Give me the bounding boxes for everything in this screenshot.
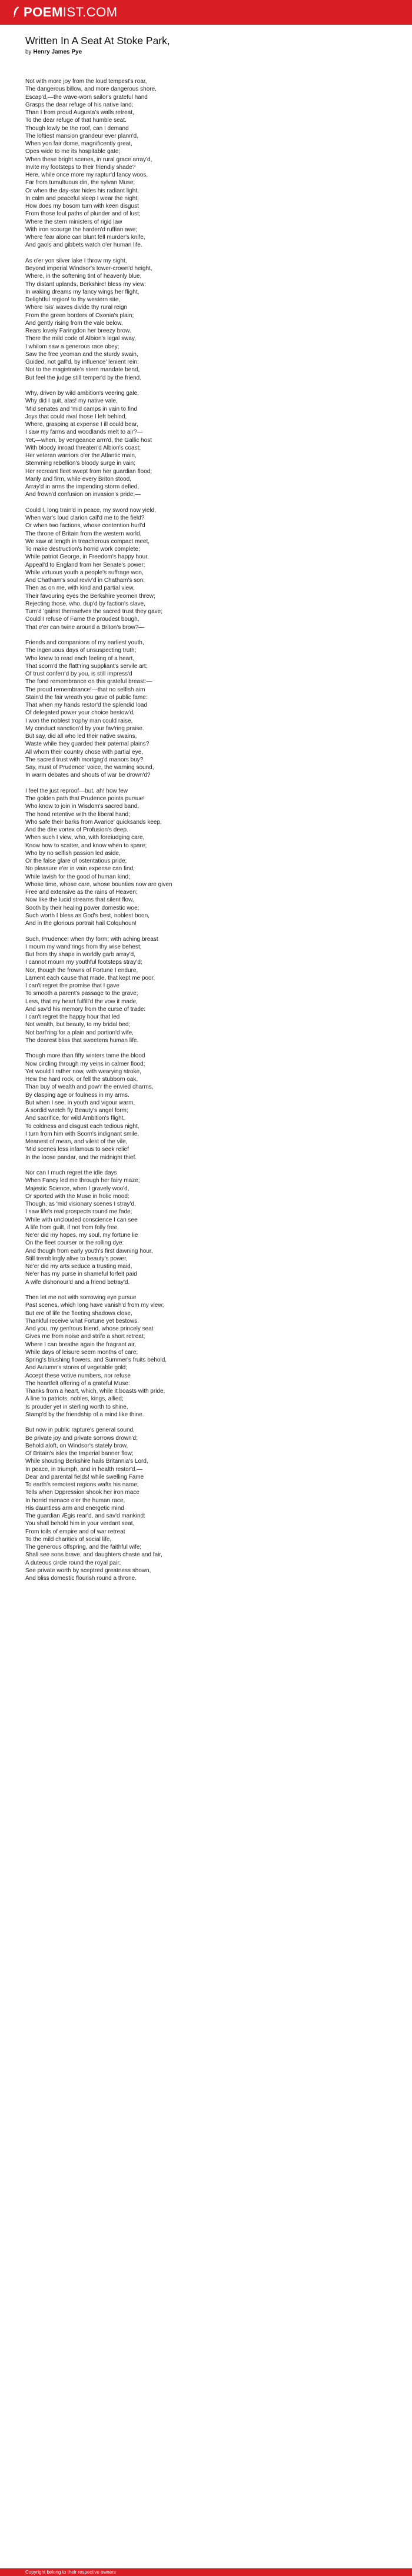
poem-line: Lament each cause that made, that kept me poor. — [25, 974, 155, 981]
poem-line: Far from tumultuous din, the sylvan Muse; — [25, 179, 135, 187]
poem-line: Now circling through my veins in calmer flood; — [25, 1060, 145, 1067]
poem-line: The sacred trust with mortgag'd manors buy? — [25, 756, 144, 763]
poem-line: Such worth I bless as God's best, noblest boon, — [25, 912, 149, 919]
poem-line: There the mild code of Albion's legal sway, — [25, 335, 136, 342]
poem-line: Of trust conferr'd by you, is still impress'd — [25, 671, 132, 677]
poem-line: Saw the free yeoman and the sturdy swain, — [25, 351, 138, 358]
copyright-text: Copyright belong to their respective owners — [25, 2570, 116, 2575]
poem-line: That e'er can twine around a Briton's brow?— — [25, 624, 145, 631]
poem-line: Here, while once more my raptur'd fancy woos, — [25, 172, 148, 178]
poem-line: Manly and firm, while every Briton stood, — [25, 475, 132, 482]
poem-line: Thankful receive what Fortune yet bestows. — [25, 1317, 139, 1324]
stanza — [25, 1294, 390, 1419]
poem-line: While with unclouded conscience I can see — [25, 1216, 138, 1223]
poem-line: Sooth by their healing power domestic woe; — [25, 904, 139, 911]
poem-line: Where Isis' waves divide thy rural reign — [25, 304, 128, 311]
poem-line: Free and extensive as the rains of Heaven; — [25, 889, 138, 896]
poem-line: Meanest of mean, and vilest of the vile, — [25, 1139, 128, 1145]
poem-line: You shall behold him in your verdant seat, — [25, 1520, 135, 1527]
poem-line: When yon fair dome, magnificently great, — [25, 141, 132, 147]
poem-line: 'Mid scenes less infamous to seek relief — [25, 1146, 129, 1153]
poem-line: Who safe their barks from Avarice' quicksands keep, — [25, 818, 162, 826]
stanza — [25, 639, 390, 780]
poem-line: Where fear alone can blunt fell murder's knife, — [25, 234, 145, 241]
quill-icon — [12, 6, 20, 19]
poem-line: And frown'd confusion on invasion's pride;— — [25, 491, 141, 498]
poem-line: Spring's blushing flowers, and Summer's fruits behold, — [25, 1357, 167, 1363]
poem-line: That scorn'd the flatt'ring suppliant's servile art; — [25, 663, 148, 670]
poem-line: Tells when Oppression shook her iron mace — [25, 1489, 139, 1496]
poem-line: We saw at length in treacherous compact meet, — [25, 538, 150, 545]
poem-line: Less, that my heart fulfill'd the vow it made, — [25, 998, 138, 1005]
poem-line: Still tremblingly alive to beauty's power, — [25, 1255, 128, 1262]
stanza — [25, 257, 390, 382]
poem-line: While shouting Berkshire hails Britannia's Lord, — [25, 1458, 148, 1465]
poem-line: Stain'd the fair wreath you gave of public fame: — [25, 694, 148, 701]
poem-line: In waking dreams my fancy wings her flight, — [25, 288, 139, 295]
poem-line: In the loose pandar, and the midnight thief. — [25, 1154, 137, 1161]
footer — [0, 2568, 412, 2576]
poem-line: From those foul paths of plunder and of lust; — [25, 211, 141, 218]
poem-line: While virtuous youth a people's suffrage won, — [25, 569, 144, 576]
poem-line: Rejecting those, who, dup'd by faction's slave, — [25, 600, 145, 607]
poem-line: Or sported with the Muse in frolic mood: — [25, 1193, 129, 1200]
poem-container — [25, 34, 390, 1590]
poem-line: Waste while they guarded their paternal plains? — [25, 741, 149, 748]
poem-line: But now in public rapture's general sound, — [25, 1427, 135, 1434]
poem-line: Gives me from noise and strife a short retreat; — [25, 1333, 145, 1340]
poem-line: Beyond imperial Windsor's tower-crown'd height, — [25, 265, 152, 272]
poem-line: Though, as 'mid visionary scenes I stray'd, — [25, 1201, 136, 1207]
poem-line: The loftiest mansion grandeur ever plann'd, — [25, 132, 139, 139]
poem-line: Nor can I much regret the idle days — [25, 1170, 117, 1176]
poem-line: Ne'er did my hopes, my soul, my fortune lie — [25, 1232, 138, 1239]
poem-line: Whose time, whose care, whose bounties now are given — [25, 881, 172, 888]
poem-line: Of delegated power your choice bestow'd, — [25, 710, 135, 717]
poem-line: Than I from proud Augusta's walls retreat, — [25, 109, 134, 116]
stanza — [25, 390, 390, 499]
poem-line: Her veteran warriors o'er the Atlantic main, — [25, 452, 137, 459]
poem-line: When Fancy led me through her fairy maze; — [25, 1177, 140, 1184]
poem-line: The ingenuous days of unsuspecting truth; — [25, 647, 137, 654]
poem-line: And in the glorious portrait hail Colquhoun! — [25, 920, 137, 927]
poem-line: But from thy shape in worldly garb array'd, — [25, 951, 135, 958]
poem-line: I can't regret the promise that I gave — [25, 983, 119, 989]
poem-line: Who know to join in Wisdom's sacred band, — [25, 803, 139, 810]
poem-line: Hew the hard rock, or fell the stubborn oak, — [25, 1076, 138, 1083]
poem-line: Of Britain's isles the Imperial banner flow; — [25, 1450, 134, 1457]
poem-line: To the dear refuge of that humble seat. — [25, 117, 127, 124]
poem-line: Turn'd 'gainst themselves the sacred trust they gave; — [25, 608, 163, 615]
poem-line: In calm and peaceful sleep I wear the night; — [25, 195, 139, 202]
poem-line: That when my hands restor'd the splendid load — [25, 702, 148, 708]
poem-line: Now like the lucid streams that silent flow, — [25, 897, 134, 904]
poem-line: A line to patriots, nobles, kings, allied; — [25, 1396, 124, 1403]
poem-line: Escap'd,—the wave-worn sailor's grateful hand — [25, 94, 148, 101]
poem-line: Then let me not with sorrowing eye pursue — [25, 1294, 137, 1301]
poem-line: In horrid menace o'er the human race, — [25, 1497, 125, 1504]
poem-line: Be private joy and private sorrows drown'd; — [25, 1435, 138, 1442]
poem-line: Yet would I rather now, with wearying stroke, — [25, 1068, 141, 1075]
poem-line: With iron scourge the harden'd ruffian awe; — [25, 226, 138, 233]
poem-line: And Chatham's soul reviv'd in Chatham's son: — [25, 577, 145, 584]
poem-line: From the green borders of Oxonia's plain; — [25, 312, 134, 319]
poem-line: The dangerous billow, and more dangerous shore, — [25, 86, 157, 93]
poem-line: Where, grasping at expense I ill could bear, — [25, 421, 138, 428]
poem-line: A wife dishonour'd and a friend betray'd. — [25, 1279, 130, 1286]
poem-line: To the mild charities of social life, — [25, 1536, 112, 1543]
poem-line: Say, must of Prudence' voice, the warning sound, — [25, 764, 154, 771]
poem-line: 'Mid senates and 'mid camps in vain to find — [25, 405, 138, 412]
poem-line: The dearest bliss that sweetens human life. — [25, 1037, 139, 1044]
poem-line: Their favouring eyes the Berkshire yeomen threw; — [25, 593, 155, 600]
poem-line: From toils of empire and of war retreat — [25, 1528, 125, 1535]
poem-line: Grasps the dear refuge of his native land; — [25, 101, 134, 108]
poem-line: Her recreant fleet swept from her guardian flood; — [25, 468, 152, 475]
poem-line: And sacrifice, for wild Ambition's flight, — [25, 1115, 125, 1122]
poem-line: Though lowly be the roof, can I demand — [25, 125, 129, 132]
byline — [25, 48, 390, 56]
stanza — [25, 936, 390, 1045]
poem-line: The heartfelt offering of a grateful Muse: — [25, 1380, 130, 1387]
poem-line: Friends and companions of my earliest youth, — [25, 640, 144, 646]
poem-line: Though more than fifty winters tame the blood — [25, 1053, 145, 1060]
poem-title: Written In A Seat At Stoke Park, — [25, 35, 170, 46]
poem-line: Could I, long train'd in peace, my sword now yield, — [25, 507, 157, 514]
logo-bold-text: POEM — [24, 5, 63, 19]
poem-line: To make destruction's horrid work complete; — [25, 546, 140, 553]
poem-line: See private worth by sceptred greatness shown, — [25, 1567, 151, 1574]
poem-line: To smooth a parent's passage to the grave; — [25, 990, 138, 997]
poem-line: And sav'd his memory from the curse of trade: — [25, 1006, 146, 1013]
poem-line: And though from early youth's first dawning hour, — [25, 1247, 153, 1254]
by-label: by — [25, 49, 32, 55]
poem-line: The golden path that Prudence points pursue! — [25, 796, 145, 802]
author-link[interactable]: Henry James Pye — [33, 49, 82, 55]
stanza — [25, 78, 390, 249]
poem-line: And bliss domestic flourish round a throne. — [25, 1575, 137, 1582]
poem-line: Guided, not gall'd, by influence' lenient rein; — [25, 359, 139, 365]
poem-line: While patriot George, in Freedom's happy hour, — [25, 554, 149, 561]
poem-line: Thanks from a heart, which, while it boasts with pride, — [25, 1388, 165, 1394]
stanza — [25, 1052, 390, 1161]
poem-line: But when I see, in youth and vigour warm, — [25, 1099, 135, 1106]
stanza — [25, 1426, 390, 1582]
poem-line: Who by no selfish passion led aside, — [25, 850, 121, 857]
poem-line: Opes wide to me its hospitable gate; — [25, 148, 121, 155]
poem-line: I cannot mourn my youthful footsteps stray'd; — [25, 959, 142, 966]
poem-line: A sordid wretch fly Beauty's angel form; — [25, 1107, 128, 1114]
poem-line: But feel the judge still temper'd by the friend. — [25, 374, 142, 381]
poem-line: Array'd in arms the impending storm defied, — [25, 484, 139, 490]
top-bar — [0, 0, 412, 25]
poem-line: Delightful region! to thy western site, — [25, 297, 121, 303]
poem-line: Could I refuse of Fame the proudest bough, — [25, 616, 139, 623]
poem-line: While lavish for the good of human kind; — [25, 873, 130, 880]
poem-line: Where, in the softening tint of heavenly blue, — [25, 273, 142, 280]
poem-line: Who knew to read each feeling of a heart, — [25, 655, 135, 662]
poem-line: The throne of Britain from the western world, — [25, 530, 142, 537]
poem-line: In warm debates and shouts of war be drown'd? — [25, 772, 151, 779]
poem-line: And you, my gen'rous friend, whose princely seat — [25, 1326, 154, 1332]
poem-line: And gaols and gibbets watch o'er human life. — [25, 242, 142, 249]
poem-line: While days of leisure seem months of care; — [25, 1349, 138, 1356]
poem-line: Majestic Science, when I gravely woo'd, — [25, 1185, 129, 1192]
poem-line: I can't regret the happy hour that led — [25, 1014, 120, 1020]
poem-line: And Autumn's stores of vegetable gold; — [25, 1364, 128, 1372]
poem-line: But say, did all who led their native swains, — [25, 733, 137, 740]
poem-line: Not to the magistrate's stern mandate bend, — [25, 367, 140, 374]
stanza — [25, 507, 390, 631]
poem-line: Invite my footsteps to their friendly shade? — [25, 164, 136, 171]
poem-line: My conduct sanction'd by your fav'ring praise. — [25, 725, 144, 732]
poem-line: But ere of life the fleeting shadows close, — [25, 1310, 132, 1317]
poem-line: Or the false glare of ostentatious pride; — [25, 858, 127, 864]
poem-line: I saw my farms and woodlands melt to air?— — [25, 429, 143, 436]
poem-line: When these bright scenes, in rural grace array'd, — [25, 156, 152, 163]
poem-line: Stamp'd by the friendship of a mind like thine. — [25, 1411, 144, 1418]
poem-line: Thy distant uplands, Berkshire! bless my view: — [25, 281, 147, 288]
poem-line: Why did I quit, alas! my native vale, — [25, 398, 118, 405]
poem-line: Know how to scatter, and know when to spare; — [25, 842, 147, 849]
poem-line: His dauntless arm and energetic mind — [25, 1505, 124, 1512]
poem-line: Yet,—when, by vengeance arm'd, the Gallic host — [25, 437, 152, 444]
poem-line: When such I view, who, with foreiudging care, — [25, 834, 145, 841]
poem-line: Past scenes, which long have vanish'd from my view; — [25, 1302, 164, 1309]
poem-line: Accept these votive numbers, nor refuse — [25, 1372, 131, 1379]
poem-line: Is prouder yet in sterling worth to shine, — [25, 1403, 128, 1410]
site-logo[interactable] — [12, 0, 118, 25]
poem-line: I feel the just reproof—but, ah! how few — [25, 787, 128, 794]
poem-line: Where the stern ministers of rigid law — [25, 218, 122, 225]
poem-line: Such, Prudence! when thy form; with aching breast — [25, 936, 158, 943]
poem-line: On the fleet courser or the rolling dye: — [25, 1240, 124, 1247]
poem-line: The fond remembrance on this grateful breast:— — [25, 678, 152, 685]
stanza — [25, 787, 390, 928]
poem-line: And the dire vortex of Profusion's deep. — [25, 827, 128, 833]
poem-line: Nor, though the frowns of Fortune I endure, — [25, 967, 138, 974]
poem-line: Joys that could rival those I left behind, — [25, 413, 127, 420]
poem-line: The head retentive with the liberal hand; — [25, 811, 130, 818]
poem-line: All whom their country chose with partial eye, — [25, 748, 144, 756]
poem-line: Ne'er did my arts seduce a trusting maid, — [25, 1263, 132, 1270]
poem-line: Behold aloft, on Windsor's stately brow, — [25, 1442, 128, 1449]
poem-line: And gently rising from the vale below, — [25, 319, 123, 327]
poem-line: The proud remembrance!—that no selfish aim — [25, 686, 145, 693]
poem-line: Rears lovely Faringdon her breezy brow. — [25, 328, 131, 334]
poem-line: Stemming rebellion's bloody surge in vain; — [25, 460, 136, 467]
logo-light-text: IST.COM — [62, 5, 118, 19]
poem-line: When war's loud clarion call'd me to the field? — [25, 515, 145, 521]
poem-line: To coldness and disgust each tedious night, — [25, 1123, 139, 1130]
poem-line: A duteous circle round the royal pair; — [25, 1559, 121, 1566]
poem-line: I whilom saw a generous race obey; — [25, 343, 119, 350]
poem-body — [25, 78, 390, 1582]
poem-line: Not wealth, but beauty, to my bridal bed; — [25, 1021, 131, 1029]
poem-line: The generous offspring, and the faithful wife; — [25, 1544, 142, 1550]
poem-line: Ne'er has my purse in shameful forfeit paid — [25, 1271, 137, 1278]
poem-line: No pleasure e'er in vain expense can find, — [25, 866, 135, 873]
poem-line: By clasping age or foulness in my arms. — [25, 1091, 129, 1099]
stanza — [25, 1169, 390, 1286]
poem-line: With bloody inroad threaten'd Albion's coast; — [25, 444, 141, 451]
poem-line: Appeal'd to England from her Senate's power; — [25, 561, 145, 568]
poem-line: I saw life's real prospects round me fade; — [25, 1209, 132, 1216]
poem-line: Where I can breathe again the fragrant air, — [25, 1341, 136, 1348]
poem-line: The guardian Ægis rear'd, and sav'd mankind: — [25, 1513, 145, 1519]
poem-line: I turn from him with Scorn's indignant smile, — [25, 1130, 139, 1137]
poem-line: Dear and parental fields! while swelling Fame — [25, 1473, 144, 1480]
poem-line: As o'er yon silver lake I throw my sight, — [25, 257, 127, 264]
poem-line: Then as on me, with kind and partial view, — [25, 585, 135, 592]
poem-line: Why, driven by wild ambition's veering gale, — [25, 390, 139, 397]
poem-line: How does my bosom turn with keen disgust — [25, 203, 139, 209]
poem-line: Shall see sons brave, and daughters chaste and fair, — [25, 1552, 162, 1559]
poem-line: Not with more joy from the loud tempest's roar, — [25, 78, 147, 85]
poem-line: Or when two factions, whose contention hurl'd — [25, 522, 145, 530]
poem-line: Not barl'ring for a plain and portion'd wife, — [25, 1029, 134, 1036]
poem-line: Than buy of wealth and pow'r the envied charms, — [25, 1084, 154, 1091]
poem-line: To earth's remotest regions wafts his name; — [25, 1482, 139, 1488]
poem-line: I won the noblest trophy man could raise, — [25, 717, 133, 724]
poem-line: A life from guilt, if not from folly free. — [25, 1224, 119, 1231]
poem-line: I mourn my wand'rings from thy wise behest; — [25, 943, 142, 950]
poem-line: In peace, in triumph, and in health restor'd.— — [25, 1466, 143, 1473]
poem-line: Or when the day-star hides his radiant light, — [25, 187, 139, 194]
